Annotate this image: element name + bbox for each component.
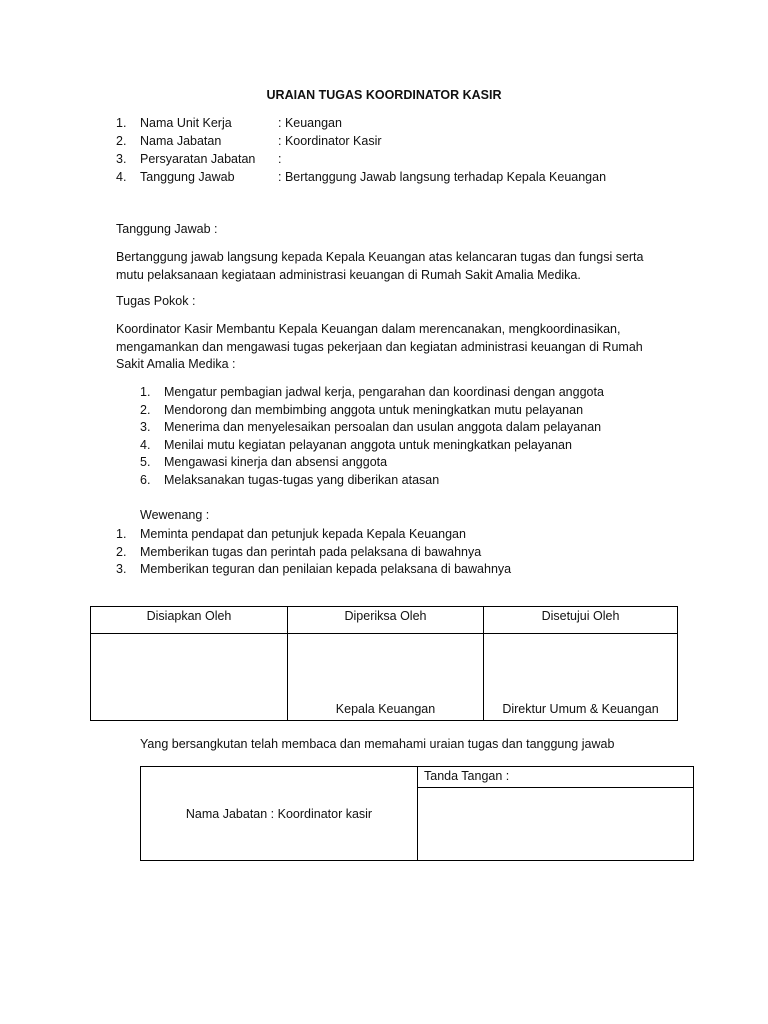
list-item-text: Mengawasi kinerja dan absensi anggota: [164, 455, 388, 469]
authority-list: [116, 526, 676, 582]
info-label: Persyaratan Jabatan: [140, 152, 256, 166]
info-num: 3.: [116, 152, 127, 166]
paragraph-line: Sakit Amalia Medika :: [116, 357, 236, 371]
signature-table: [90, 606, 678, 721]
list-item-number: 1.: [140, 385, 151, 399]
main-tasks-list: [140, 384, 700, 494]
info-num: 4.: [116, 170, 127, 184]
list-item-text: Mendorong dan membimbing anggota untuk meningkatkan mutu pelayanan: [164, 402, 584, 417]
approved-by-signature-cell: [484, 634, 678, 721]
info-label: Tanggung Jawab: [140, 170, 235, 184]
list-item-number: 2.: [140, 402, 151, 417]
paragraph-line: Koordinator Kasir Membantu Kepala Keuangan dalam merencanakan, mengkoordinasikan,: [116, 322, 621, 336]
info-label: Nama Unit Kerja: [140, 116, 232, 130]
list-item-text: Meminta pendapat dan petunjuk kepada Kepala Keuangan: [140, 527, 466, 541]
info-value: : Keuangan: [278, 116, 342, 130]
paragraph-line: mengamankan dan mengawasi tugas pekerjaan dan kegiatan administrasi keuangan di Rumah: [116, 339, 643, 354]
info-num: 2.: [116, 134, 127, 148]
list-item-number: 4.: [140, 437, 151, 452]
list-item-number: 1.: [116, 527, 127, 541]
prepared-by-signature-cell: [91, 634, 288, 721]
info-value: : Bertanggung Jawab langsung terhadap Kepala Keuangan: [278, 170, 607, 184]
prepared-by-header: Disiapkan Oleh: [91, 607, 288, 634]
list-item-number: 5.: [140, 455, 151, 469]
signature-label-cell: [418, 767, 694, 788]
document-title: URAIAN TUGAS KOORDINATOR KASIR: [266, 88, 502, 102]
signature-body-row: [91, 634, 678, 721]
info-value: : Koordinator Kasir: [278, 134, 382, 148]
approved-by-name: Direktur Umum & Keuangan: [502, 702, 659, 716]
list-item-text: Menerima dan menyelesaikan persoalan dan usulan anggota dalam pelayanan: [164, 420, 602, 434]
signature-area: [418, 788, 694, 861]
list-item-text: Memberikan tugas dan perintah pada pelaksana di bawahnya: [140, 544, 482, 559]
info-label: Nama Jabatan: [140, 134, 222, 148]
list-item-number: 3.: [116, 562, 127, 576]
list-item-text: Memberikan teguran dan penilaian kepada pelaksana di bawahnya: [140, 562, 512, 576]
checked-by-signature-cell: [288, 634, 484, 721]
list-item-number: 3.: [140, 420, 151, 434]
authority-heading: Wewenang :: [140, 508, 210, 522]
list-item-number: 6.: [140, 472, 151, 487]
signature-header-row: [91, 607, 678, 634]
position-name: Nama Jabatan : Koordinator kasir: [185, 806, 373, 821]
acknowledgement-table: [140, 766, 694, 861]
position-cell: [141, 767, 418, 861]
paragraph-line: mutu pelaksanaan kegiataan administrasi keuangan di Rumah Sakit Amalia Medika.: [116, 267, 581, 282]
signature-label: Tanda Tangan :: [424, 769, 510, 783]
approved-by-header: Disetujui Oleh: [484, 607, 678, 634]
info-value: :: [278, 152, 282, 166]
list-item-text: Melaksanakan tugas-tugas yang diberikan atasan: [164, 472, 440, 487]
info-num: 1.: [116, 116, 127, 130]
main-tasks-paragraph: [116, 321, 656, 374]
list-item-text: Mengatur pembagian jadwal kerja, pengarahan dan koordinasi dengan anggota: [164, 385, 604, 399]
prepared-by-name: [91, 716, 287, 720]
list-item-number: 2.: [116, 544, 127, 559]
paragraph-line: Bertanggung jawab langsung kepada Kepala Keuangan atas kelancaran tugas dan fungsi serta: [116, 250, 644, 264]
acknowledgement-statement: Yang bersangkutan telah membaca dan memahami uraian tugas dan tanggung jawab: [140, 737, 615, 751]
list-item-text: Menilai mutu kegiatan pelayanan anggota untuk meningkatkan pelayanan: [164, 437, 572, 452]
responsibility-paragraph: [116, 249, 656, 284]
checked-by-header: Diperiksa Oleh: [288, 607, 484, 634]
checked-by-name: Kepala Keuangan: [335, 702, 436, 716]
main-tasks-heading: Tugas Pokok :: [116, 294, 196, 308]
responsibility-heading: Tanggung Jawab :: [116, 222, 218, 236]
